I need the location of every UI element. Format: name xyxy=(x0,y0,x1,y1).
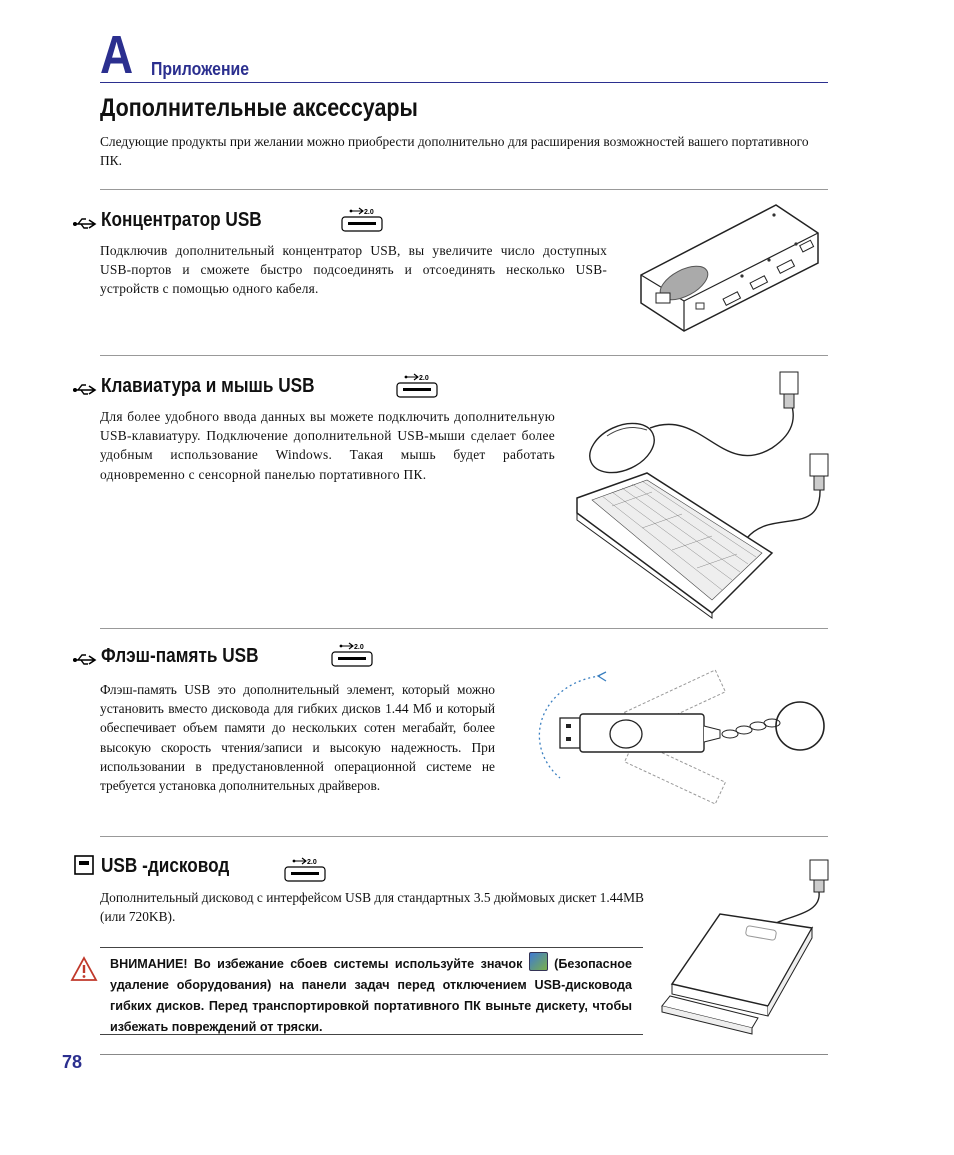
section-text-usb-hub: Подключив дополнительный концентратор USB, вы увеличите число доступных USB-портов и сможете быстро подсоединять и отсоединять несколько USB-устройств с помощью одного кабеля. xyxy=(100,243,607,297)
usb-badge-label: 2.0 xyxy=(364,209,374,216)
warning-top-rule xyxy=(100,947,643,948)
usb-badge xyxy=(283,854,329,884)
usb-trident-icon xyxy=(72,383,98,397)
intro-paragraph: Следующие продукты при желании можно приобрести дополнительно для расширения возможностей вашего портативного ПК. xyxy=(100,134,809,169)
header-rule xyxy=(100,82,828,83)
footer-rule xyxy=(100,1054,828,1055)
warning-icon xyxy=(70,956,98,982)
section-title-flash: Флэш-память USB xyxy=(101,645,259,667)
section-text-flash: Флэш-память USB это дополнительный элемент, который можно установить вместо дисковода для гибких дисков 1.44 Мб и который обеспечивает объем памяти до нескольких сотен мегабайт, более высокую скорость чтения/записи и высокую надежность. При использовании в предустановленной операционной системе не требуется установка дополнительных драйверов. xyxy=(100,682,495,794)
usb-badge-label: 2.0 xyxy=(419,375,429,382)
usb-floppy-drive-illustration xyxy=(662,856,832,1046)
page-number: 78 xyxy=(62,1052,83,1072)
section-title-keyboard-mouse: Клавиатура и мышь USB xyxy=(101,375,315,397)
flash-drive-illustration xyxy=(530,668,830,798)
section-title-usb-hub: Концентратор USB xyxy=(101,209,262,231)
usb-badge xyxy=(340,204,386,234)
floppy-icon xyxy=(74,855,94,875)
usb-badge-label: 2.0 xyxy=(307,859,317,866)
usb-badge xyxy=(395,370,441,400)
chapter-letter: A xyxy=(100,25,134,85)
usb-trident-icon xyxy=(72,653,98,667)
divider xyxy=(100,836,828,837)
usb-badge xyxy=(330,639,376,669)
usb-trident-icon xyxy=(72,217,98,231)
safely-remove-hardware-icon xyxy=(529,952,548,971)
warning-text-part2: (Безопасное удаление оборудования) на панели задач перед отключением USB-дисковода гибких дисков. Перед транспортировкой портативного ПК выньте дискету, чтобы избежать повреждений от тряски. xyxy=(110,957,632,1034)
usb-hub-illustration xyxy=(636,203,826,333)
warning-text-part1: ВНИМАНИЕ! Во избежание сбоев системы используйте значок xyxy=(110,957,529,971)
section-text-keyboard-mouse: Для более удобного ввода данных вы можете подключить дополнительную USB-клавиатуру. Подключение дополнительной USB-мыши сделает более удобным использование Windows. Такая мышь будет работать одновременно с сенсорной панелью портативного ПК. xyxy=(100,409,555,482)
warning-bottom-rule xyxy=(100,1034,643,1035)
page-title: Дополнительные аксессуары xyxy=(100,94,418,122)
keyboard-mouse-illustration xyxy=(572,368,828,618)
chapter-title: Приложение xyxy=(151,59,250,79)
section-title-floppy: USB -дисковод xyxy=(101,855,230,877)
warning-text xyxy=(110,952,632,1038)
divider xyxy=(100,189,828,190)
divider xyxy=(100,628,828,629)
divider xyxy=(100,355,828,356)
section-text-floppy: Дополнительный дисковод с интерфейсом USB для стандартных 3.5 дюймовых дискет 1.44MB (или 720KB). xyxy=(100,890,644,925)
usb-badge-label: 2.0 xyxy=(354,644,364,651)
